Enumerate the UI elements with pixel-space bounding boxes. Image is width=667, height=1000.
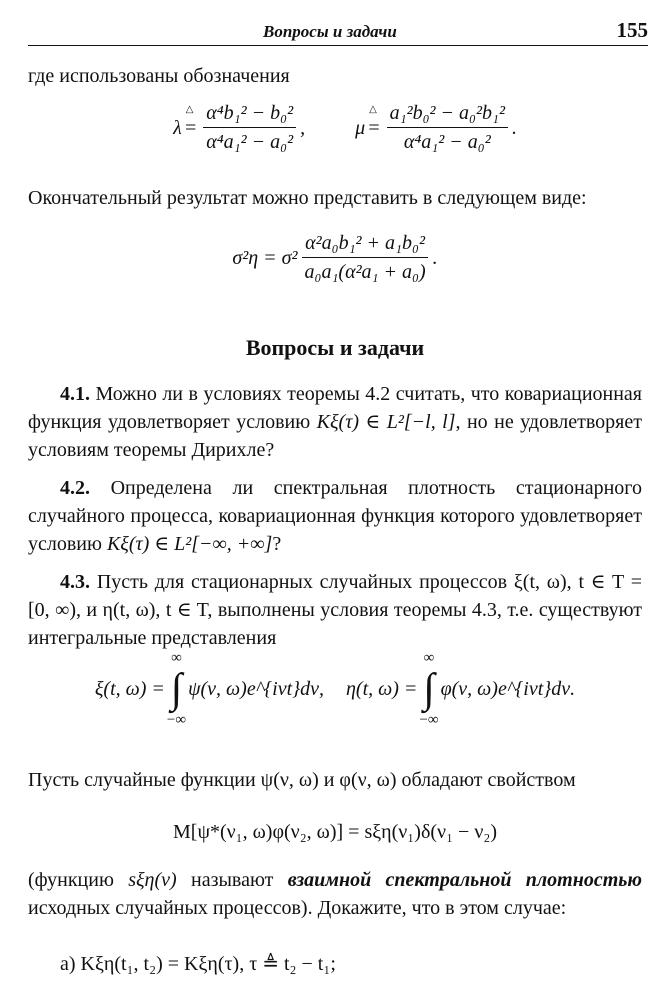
lower-limit: −∞ [166, 712, 187, 728]
mu-numerator: a₁²b₀² − a₀²b₁² [387, 100, 508, 128]
problem-4-1 [28, 380, 642, 464]
condition-formula: Kξ(τ) ∈ L²[−l, l] [316, 411, 456, 433]
lambda-definition: λ = △ $\frac{\text{α⁴b₁² − b₀²}}{\text{α⁴a₁² − a₀²}}$ , [173, 102, 306, 153]
problem-number: 4.1. [60, 383, 90, 405]
eta-lhs: η(t, ω) = [346, 678, 418, 700]
mu-denominator: α⁴a₁² − a₀² [403, 131, 491, 153]
cross-spectral-symbol: sξη(ν) [128, 869, 177, 891]
defined-as-symbol: = △ [183, 103, 198, 139]
lambda-mu-equation [28, 100, 642, 170]
lower-limit: −∞ [419, 712, 439, 728]
problem-text: Определена ли спектральная плотность стационарного случайного процесса, ковариационная функция которого удовлетворяет условию [28, 477, 643, 555]
sigma-denominator: a₀a₁(α²a₁ + a₀) [304, 261, 426, 283]
integral-equation [28, 650, 642, 750]
upper-limit: ∞ [171, 650, 182, 666]
upper-limit: ∞ [423, 650, 435, 666]
sigma-numerator: α²a₀b₁² + a₁b₀² [302, 230, 428, 258]
xi-representation [95, 650, 324, 728]
definition-text-end: исходных случайных процессов). Докажите, что в этом случае: [28, 897, 567, 919]
problem-4-2 [28, 474, 642, 558]
problem-text-end: ? [272, 533, 282, 555]
sigma-equation: σ²η = σ² $\frac{\text{α²a₀b₁² + a₁b₀²}}{\text{a₀a₁(α²a₁ + a₀)}}$ . [232, 232, 438, 283]
integral-sign: ∞ ∫ −∞ [419, 650, 439, 728]
eta-integrand: φ(ν, ω)e^{iνt}dν. [440, 678, 576, 700]
xi-integrand: ψ(ν, ω)e^{iνt}dν, [188, 678, 324, 700]
lambda-fraction [203, 100, 296, 155]
section-heading: Вопросы и задачи [245, 335, 425, 360]
mu-symbol: μ [355, 116, 366, 139]
mu-fraction [387, 100, 508, 155]
lambda-symbol: λ [173, 116, 182, 139]
result-paragraph: Окончательный результат можно представить в следующем виде: [28, 187, 587, 209]
eta-representation [346, 650, 575, 728]
definition-text-middle: называют [190, 869, 274, 891]
expectation-equation: M[ψ*(ν₁, ω)φ(ν₂, ω)] = sξη(ν₁)δ(ν₁ − ν₂) [173, 821, 497, 843]
integral-sign: ∞ ∫ −∞ [166, 650, 187, 728]
page-number: 155 [616, 18, 648, 42]
problem-text: Пусть для стационарных случайных процессов ξ(t, ω), t ∈ T = [0, ∞), и η(t, ω), t ∈ T, выполнены условия теоремы 4.3, т.е. существуют интегральные представления [28, 571, 643, 649]
sigma-lhs: σ²η = σ² [232, 246, 298, 269]
intro-paragraph: где использованы обозначения [28, 65, 290, 87]
problem-number: 4.2. [60, 477, 90, 499]
definition-paragraph [28, 866, 642, 922]
mu-definition: μ = △ $\frac{\text{a₁²b₀² − a₀²b₁²}}{\text{α⁴a₁² − a₀²}}$ . [355, 102, 517, 153]
page-header [28, 14, 648, 44]
definition-text-start: (функцию [28, 869, 114, 891]
problem-text-end: , но не удовлетворяет условиям теоремы Дирихле? [28, 411, 643, 461]
problem-4-3 [28, 568, 642, 652]
condition-formula: Kξ(τ) ∈ L²[−∞, +∞] [106, 533, 273, 555]
header-rule [28, 45, 648, 46]
problem-number: 4.3. [60, 571, 90, 593]
defined-as-symbol: = △ [367, 103, 381, 139]
lambda-denominator: α⁴a₁² − a₀² [206, 131, 294, 153]
lambda-numerator: α⁴b₁² − b₀² [203, 100, 296, 128]
sigma-fraction [302, 230, 429, 285]
xi-lhs: ξ(t, ω) = [94, 678, 165, 700]
defined-term: взаимной спектральной плотностью [287, 869, 643, 891]
problem-text: Можно ли в условиях теоремы 4.2 считать, что ковариационная функция удовлетворяет условию [28, 383, 643, 433]
random-functions-paragraph: Пусть случайные функции ψ(ν, ω) и φ(ν, ω) обладают свойством [28, 769, 576, 791]
item-a: а) Kξη(t₁, t₂) = Kξη(τ), τ ≜ t₂ − t₁; [60, 953, 336, 975]
running-title: Вопросы и задачи [263, 22, 397, 41]
